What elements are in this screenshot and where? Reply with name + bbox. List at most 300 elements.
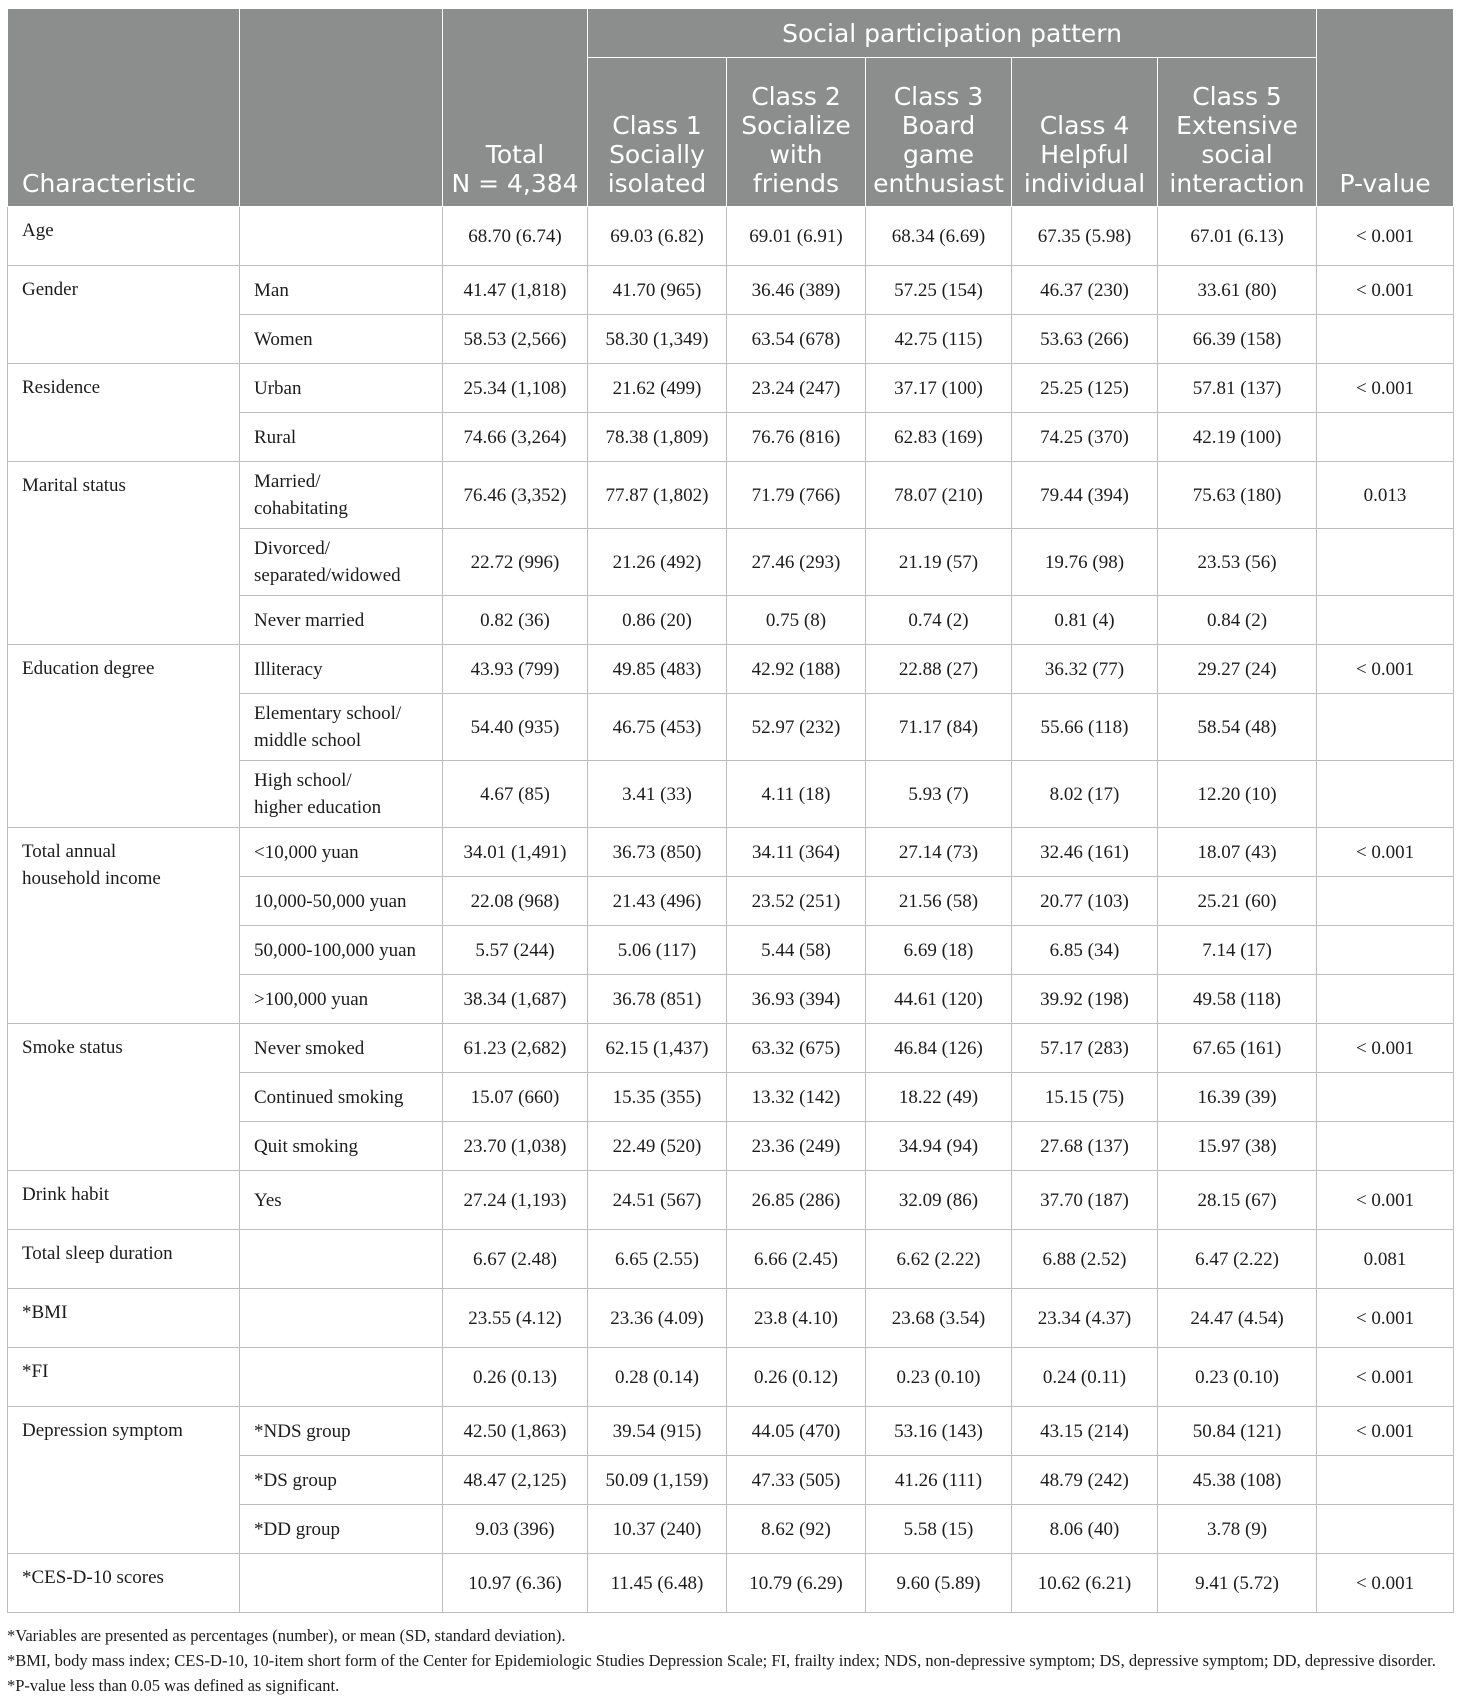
value-cell: 23.36 (4.09) [588,1289,727,1348]
table-row [8,1230,1454,1289]
value-cell: 46.84 (126) [866,1024,1012,1073]
pvalue-cell: < 0.001 [1317,364,1454,413]
table-footnotes [7,1623,1453,1698]
value-cell: 76.46 (3,352) [443,462,588,529]
value-cell: 74.25 (370) [1012,413,1158,462]
header-total [443,9,588,207]
characteristic-line: Education degree [22,658,155,679]
pvalue-cell: < 0.001 [1317,1348,1454,1407]
value-cell: 45.38 (108) [1158,1456,1317,1505]
value-cell: 0.24 (0.11) [1012,1348,1158,1407]
subcategory-label [254,937,434,964]
value-cell: 11.45 (6.48) [588,1554,727,1613]
value-cell: 23.70 (1,038) [443,1122,588,1171]
header-class-line: Class 5 [1192,82,1282,111]
value-cell: 10.62 (6.21) [1012,1554,1158,1613]
subcategory-label [254,1187,434,1214]
value-cell: 34.94 (94) [866,1122,1012,1171]
value-cell: 44.05 (470) [727,1407,866,1456]
value-cell: 0.74 (2) [866,596,1012,645]
characteristic-label [22,1240,225,1267]
subcategory-cell [240,529,443,596]
characteristic-line: Total annual [22,841,117,862]
characteristic-cell [8,1171,240,1230]
value-cell: 50.09 (1,159) [588,1456,727,1505]
header-class-line: game [903,140,974,169]
subcategory-cell [240,1554,443,1613]
subcategory-cell [240,1456,443,1505]
value-cell: 22.08 (968) [443,877,588,926]
value-cell: 38.34 (1,687) [443,975,588,1024]
subcategory-line: cohabitating [254,498,348,519]
subcategory-cell [240,207,443,266]
value-cell: 21.26 (492) [588,529,727,596]
value-cell: 37.17 (100) [866,364,1012,413]
subcategory-cell [240,462,443,529]
value-cell: 13.32 (142) [727,1073,866,1122]
subcategory-line: middle school [254,730,362,751]
value-cell: 15.15 (75) [1012,1073,1158,1122]
value-cell: 23.53 (56) [1158,529,1317,596]
value-cell: 0.86 (20) [588,596,727,645]
value-cell: 78.07 (210) [866,462,1012,529]
value-cell: 22.88 (27) [866,645,1012,694]
value-cell: 41.47 (1,818) [443,266,588,315]
subcategory-line: High school/ [254,770,352,791]
value-cell: 57.81 (137) [1158,364,1317,413]
pvalue-cell: < 0.001 [1317,1554,1454,1613]
pvalue-cell: < 0.001 [1317,1024,1454,1073]
subcategory-line: separated/widowed [254,565,401,586]
pvalue-cell: < 0.001 [1317,1171,1454,1230]
value-cell: 9.60 (5.89) [866,1554,1012,1613]
value-cell: 0.23 (0.10) [866,1348,1012,1407]
value-cell: 0.23 (0.10) [1158,1348,1317,1407]
value-cell: 43.15 (214) [1012,1407,1158,1456]
value-cell: 54.40 (935) [443,694,588,761]
characteristic-cell [8,1230,240,1289]
value-cell: 0.26 (0.12) [727,1348,866,1407]
value-cell: 7.14 (17) [1158,926,1317,975]
header-class-line: Class 4 [1039,111,1130,140]
subcategory-cell [240,1122,443,1171]
header-class-line: Extensive [1176,111,1298,140]
characteristic-label [22,1181,225,1208]
value-cell: 15.07 (660) [443,1073,588,1122]
table-row [8,1171,1454,1230]
pvalue-cell [1317,975,1454,1024]
value-cell: 75.63 (180) [1158,462,1317,529]
value-cell: 58.54 (48) [1158,694,1317,761]
table-row [8,207,1454,266]
value-cell: 23.55 (4.12) [443,1289,588,1348]
subcategory-label [254,424,434,451]
pvalue-cell [1317,877,1454,926]
value-cell: 0.84 (2) [1158,596,1317,645]
value-cell: 25.25 (125) [1012,364,1158,413]
value-cell: 5.06 (117) [588,926,727,975]
characteristic-cell [8,645,240,828]
header-class-line: Class 1 [612,111,702,140]
subcategory-label [254,607,434,634]
value-cell: 21.19 (57) [866,529,1012,596]
subcategory-label [254,375,434,402]
value-cell: 52.97 (232) [727,694,866,761]
value-cell: 42.19 (100) [1158,413,1317,462]
subcategory-line: <10,000 yuan [254,841,359,863]
pvalue-cell [1317,596,1454,645]
subcategory-label [254,1133,434,1160]
pvalue-cell: < 0.001 [1317,645,1454,694]
value-cell: 49.85 (483) [588,645,727,694]
header-class-line: social [1201,140,1273,169]
subcategory-cell [240,828,443,877]
pvalue-cell: < 0.001 [1317,207,1454,266]
value-cell: 49.58 (118) [1158,975,1317,1024]
value-cell: 57.17 (283) [1012,1024,1158,1073]
value-cell: 5.58 (15) [866,1505,1012,1554]
subcategory-cell [240,1505,443,1554]
value-cell: 10.97 (6.36) [443,1554,588,1613]
characteristic-line: Age [22,220,54,241]
value-cell: 67.35 (5.98) [1012,207,1158,266]
subcategory-cell [240,1073,443,1122]
characteristic-label [22,1358,225,1385]
value-cell: 63.32 (675) [727,1024,866,1073]
value-cell: 24.51 (567) [588,1171,727,1230]
subcategory-line: Illiteracy [254,658,323,680]
table-container [7,8,1453,1698]
value-cell: 23.24 (247) [727,364,866,413]
subcategory-label [254,888,434,915]
pvalue-cell: < 0.001 [1317,1289,1454,1348]
value-cell: 24.47 (4.54) [1158,1289,1317,1348]
value-cell: 10.37 (240) [588,1505,727,1554]
characteristic-label [22,276,225,303]
value-cell: 78.38 (1,809) [588,413,727,462]
header-class-line: friends [752,169,840,198]
header-class-line: Helpful [1040,140,1129,169]
table-body [8,207,1454,1613]
value-cell: 0.26 (0.13) [443,1348,588,1407]
value-cell: 74.66 (3,264) [443,413,588,462]
pvalue-cell [1317,529,1454,596]
value-cell: 26.85 (286) [727,1171,866,1230]
characteristic-label [22,1564,225,1591]
value-cell: 8.62 (92) [727,1505,866,1554]
subcategory-cell [240,1407,443,1456]
subcategory-cell [240,413,443,462]
value-cell: 23.34 (4.37) [1012,1289,1158,1348]
characteristic-cell [8,462,240,645]
subcategory-label [254,1516,434,1543]
header-class-line: isolated [607,169,707,198]
value-cell: 4.11 (18) [727,761,866,828]
header-class-stack [1164,82,1310,198]
table-row [8,1024,1454,1073]
pvalue-cell [1317,761,1454,828]
value-cell: 39.54 (915) [588,1407,727,1456]
subcategory-line: Women [254,328,313,350]
characteristic-cell [8,1407,240,1554]
header-class-stack [594,111,720,198]
value-cell: 0.75 (8) [727,596,866,645]
subcategory-line: *NDS group [254,1420,351,1442]
characteristic-label [22,472,225,499]
subcategory-line: Never smoked [254,1037,365,1059]
subcategory-line: >100,000 yuan [254,988,369,1010]
value-cell: 69.03 (6.82) [588,207,727,266]
subcategory-line: Yes [254,1189,282,1211]
table-row [8,266,1454,315]
subcategory-label [254,1084,434,1111]
characteristic-label [22,838,225,892]
subcategory-cell [240,877,443,926]
subcategory-cell [240,694,443,761]
value-cell: 39.92 (198) [1012,975,1158,1024]
value-cell: 18.07 (43) [1158,828,1317,877]
subcategory-label [254,468,434,522]
subcategory-label [254,700,434,754]
value-cell: 18.22 (49) [866,1073,1012,1122]
subcategory-label [254,1467,434,1494]
header-class-5 [1158,58,1317,207]
value-cell: 68.34 (6.69) [866,207,1012,266]
characteristic-label [22,217,225,244]
value-cell: 71.79 (766) [727,462,866,529]
subcategory-line: 10,000-50,000 yuan [254,890,407,912]
value-cell: 9.03 (396) [443,1505,588,1554]
characteristic-label [22,1417,225,1444]
pvalue-cell: < 0.001 [1317,828,1454,877]
value-cell: 6.65 (2.55) [588,1230,727,1289]
header-class-stack [733,82,859,198]
value-cell: 58.30 (1,349) [588,315,727,364]
subcategory-cell [240,1289,443,1348]
value-cell: 19.76 (98) [1012,529,1158,596]
value-cell: 77.87 (1,802) [588,462,727,529]
pvalue-cell: < 0.001 [1317,1407,1454,1456]
header-subcategory [240,9,443,207]
value-cell: 6.47 (2.22) [1158,1230,1317,1289]
subcategory-label [254,277,434,304]
characteristic-line: household income [22,868,161,889]
characteristic-cell [8,364,240,462]
value-cell: 23.68 (3.54) [866,1289,1012,1348]
table-row [8,364,1454,413]
value-cell: 34.01 (1,491) [443,828,588,877]
characteristic-label [22,374,225,401]
value-cell: 25.34 (1,108) [443,364,588,413]
header-class-4 [1012,58,1158,207]
header-total-line2: N = 4,384 [451,169,579,198]
value-cell: 36.78 (851) [588,975,727,1024]
subcategory-line: Never married [254,609,365,631]
header-class-line: individual [1023,169,1146,198]
value-cell: 67.65 (161) [1158,1024,1317,1073]
value-cell: 34.11 (364) [727,828,866,877]
value-cell: 27.24 (1,193) [443,1171,588,1230]
table-row [8,1289,1454,1348]
header-class-line: Socially [609,140,705,169]
value-cell: 6.66 (2.45) [727,1230,866,1289]
value-cell: 79.44 (394) [1012,462,1158,529]
subcategory-cell [240,315,443,364]
characteristic-line: *CES-D-10 scores [22,1567,164,1588]
header-class-stack [872,82,1005,198]
characteristic-line: Smoke status [22,1037,123,1058]
subcategory-line: higher education [254,797,382,818]
header-class-line: Socialize [741,111,851,140]
value-cell: 44.61 (120) [866,975,1012,1024]
header-characteristic: Characteristic [8,9,240,207]
value-cell: 22.49 (520) [588,1122,727,1171]
pvalue-cell [1317,1505,1454,1554]
value-cell: 46.37 (230) [1012,266,1158,315]
value-cell: 62.83 (169) [866,413,1012,462]
value-cell: 15.35 (355) [588,1073,727,1122]
value-cell: 63.54 (678) [727,315,866,364]
subcategory-line: 50,000-100,000 yuan [254,939,417,961]
subcategory-line: Quit smoking [254,1135,358,1157]
subcategory-cell [240,364,443,413]
value-cell: 15.97 (38) [1158,1122,1317,1171]
value-cell: 10.79 (6.29) [727,1554,866,1613]
characteristic-line: Residence [22,377,101,398]
value-cell: 48.79 (242) [1012,1456,1158,1505]
table-row [8,1554,1454,1613]
footnote: *P-value less than 0.05 was defined as significant. [7,1676,340,1695]
footnote: *BMI, body mass index; CES-D-10, 10-item short form of the Center for Epidemiologic Studies Depression Scale; FI, frailty index; NDS, non-depressive symptom; DS, depressive symptom; DD, depressive disorder. [7,1651,1436,1670]
characteristic-line: Depression symptom [22,1420,183,1441]
value-cell: 23.8 (4.10) [727,1289,866,1348]
subcategory-cell [240,596,443,645]
value-cell: 55.66 (118) [1012,694,1158,761]
subcategory-cell [240,1171,443,1230]
table-row [8,645,1454,694]
value-cell: 28.15 (67) [1158,1171,1317,1230]
value-cell: 3.78 (9) [1158,1505,1317,1554]
value-cell: 36.73 (850) [588,828,727,877]
value-cell: 42.92 (188) [727,645,866,694]
subcategory-line: Married/ [254,471,321,492]
characteristic-label [22,655,225,682]
value-cell: 29.27 (24) [1158,645,1317,694]
table-row [8,462,1454,529]
value-cell: 6.69 (18) [866,926,1012,975]
value-cell: 36.46 (389) [727,266,866,315]
value-cell: 5.93 (7) [866,761,1012,828]
value-cell: 68.70 (6.74) [443,207,588,266]
characteristics-table [7,8,1454,1613]
table-row [8,1348,1454,1407]
subcategory-line: Rural [254,426,297,448]
header-total-line1: Total [485,140,545,169]
value-cell: 23.36 (249) [727,1122,866,1171]
value-cell: 27.68 (137) [1012,1122,1158,1171]
value-cell: 12.20 (10) [1158,761,1317,828]
value-cell: 8.06 (40) [1012,1505,1158,1554]
characteristic-line: *FI [22,1361,49,1382]
characteristic-line: Drink habit [22,1184,110,1205]
value-cell: 0.81 (4) [1012,596,1158,645]
value-cell: 3.41 (33) [588,761,727,828]
value-cell: 8.02 (17) [1012,761,1158,828]
header-class-2 [727,58,866,207]
subcategory-label [254,656,434,683]
value-cell: 48.47 (2,125) [443,1456,588,1505]
value-cell: 32.09 (86) [866,1171,1012,1230]
value-cell: 36.93 (394) [727,975,866,1024]
subcategory-line: Divorced/ [254,538,330,559]
value-cell: 62.15 (1,437) [588,1024,727,1073]
characteristic-cell [8,266,240,364]
value-cell: 53.16 (143) [866,1407,1012,1456]
value-cell: 25.21 (60) [1158,877,1317,926]
header-total-stack [449,140,581,198]
subcategory-label [254,767,434,821]
value-cell: 23.52 (251) [727,877,866,926]
header-class-line: enthusiast [873,169,1004,198]
pvalue-cell [1317,1073,1454,1122]
value-cell: 57.25 (154) [866,266,1012,315]
subcategory-line: *DS group [254,1469,337,1491]
subcategory-cell [240,926,443,975]
characteristic-label [22,1299,225,1326]
subcategory-line: Continued smoking [254,1086,404,1108]
characteristic-line: Gender [22,279,78,300]
characteristic-cell [8,1348,240,1407]
value-cell: 16.39 (39) [1158,1073,1317,1122]
value-cell: 0.28 (0.14) [588,1348,727,1407]
value-cell: 37.70 (187) [1012,1171,1158,1230]
characteristic-cell [8,1289,240,1348]
table-row [8,1407,1454,1456]
header-pvalue: P-value [1317,9,1454,207]
value-cell: 67.01 (6.13) [1158,207,1317,266]
value-cell: 21.56 (58) [866,877,1012,926]
value-cell: 69.01 (6.91) [727,207,866,266]
subcategory-cell [240,975,443,1024]
value-cell: 71.17 (84) [866,694,1012,761]
characteristic-line: *BMI [22,1302,68,1323]
characteristic-line: Total sleep duration [22,1243,173,1264]
value-cell: 20.77 (103) [1012,877,1158,926]
characteristic-cell [8,828,240,1024]
subcategory-cell [240,1348,443,1407]
value-cell: 5.57 (244) [443,926,588,975]
pvalue-cell: < 0.001 [1317,266,1454,315]
header-class-line: Board [901,111,976,140]
subcategory-label [254,535,434,589]
subcategory-cell [240,1024,443,1073]
subcategory-label [254,326,434,353]
subcategory-cell [240,266,443,315]
pvalue-cell [1317,315,1454,364]
header-class-line: Class 3 [893,82,984,111]
value-cell: 41.70 (965) [588,266,727,315]
value-cell: 41.26 (111) [866,1456,1012,1505]
subcategory-line: Elementary school/ [254,703,402,724]
characteristic-label [22,1034,225,1061]
value-cell: 42.50 (1,863) [443,1407,588,1456]
characteristic-line: Marital status [22,475,126,496]
subcategory-label [254,1035,434,1062]
subcategory-line: Man [254,279,289,301]
header-class-line: Class 2 [751,82,841,111]
table-header [8,9,1454,207]
pvalue-cell [1317,694,1454,761]
